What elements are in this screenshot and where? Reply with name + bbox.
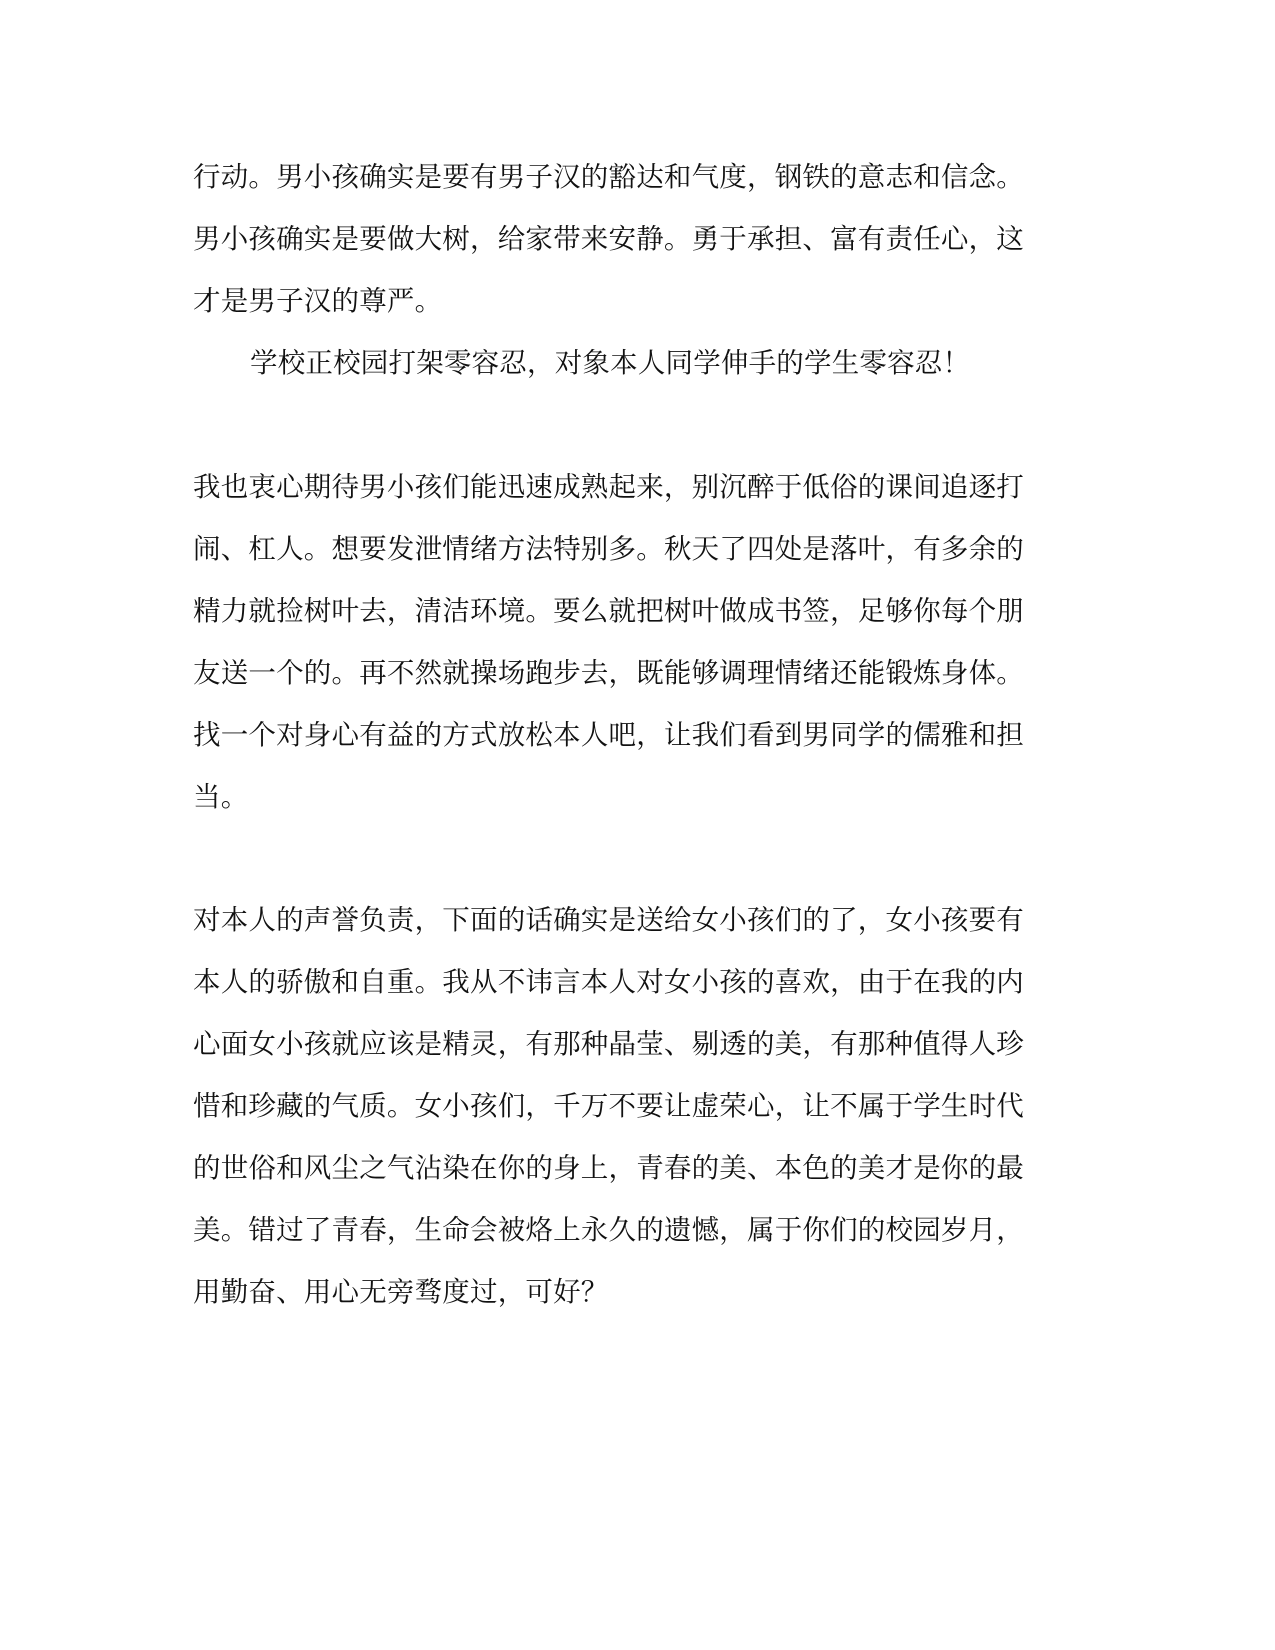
text-line: 找一个对身心有益的方式放松本人吧，让我们看到男同学的儒雅和担 [193, 719, 1024, 751]
text-line: 美。错过了青春，生命会被烙上永久的遗憾，属于你们的校园岁月， [193, 1214, 1024, 1246]
text-line: 行动。男小孩确实是要有男子汉的豁达和气度，钢铁的意志和信念。 [193, 161, 1024, 193]
text-line: 闹、杠人。想要发泄情绪方法特别多。秋天了四处是落叶，有多余的 [193, 533, 1024, 565]
text-line: 当。 [193, 781, 249, 813]
text-line: 本人的骄傲和自重。我从不讳言本人对女小孩的喜欢，由于在我的内 [193, 966, 1024, 998]
text-line: 对本人的声誉负责，下面的话确实是送给女小孩们的了，女小孩要有 [193, 904, 1024, 936]
text-line: 用勤奋、用心无旁骛度过，可好？ [193, 1276, 609, 1308]
text-line: 男小孩确实是要做大树，给家带来安静。勇于承担、富有责任心，这 [193, 223, 1024, 255]
text-line: 的世俗和风尘之气沾染在你的身上，青春的美、本色的美才是你的最 [193, 1152, 1024, 1184]
text-line: 学校正校园打架零容忍，对象本人同学伸手的学生零容忍！ [250, 347, 971, 379]
text-line: 心面女小孩就应该是精灵，有那种晶莹、剔透的美，有那种值得人珍 [193, 1028, 1024, 1060]
text-line: 惜和珍藏的气质。女小孩们，千万不要让虚荣心，让不属于学生时代 [193, 1090, 1024, 1122]
text-line: 精力就捡树叶去，清洁环境。要么就把树叶做成书签，足够你每个朋 [193, 595, 1024, 627]
text-line: 我也衷心期待男小孩们能迅速成熟起来，别沉醉于低俗的课间追逐打 [193, 471, 1024, 503]
text-line: 才是男子汉的尊严。 [193, 285, 443, 317]
text-line: 友送一个的。再不然就操场跑步去，既能够调理情绪还能锻炼身体。 [193, 657, 1024, 689]
